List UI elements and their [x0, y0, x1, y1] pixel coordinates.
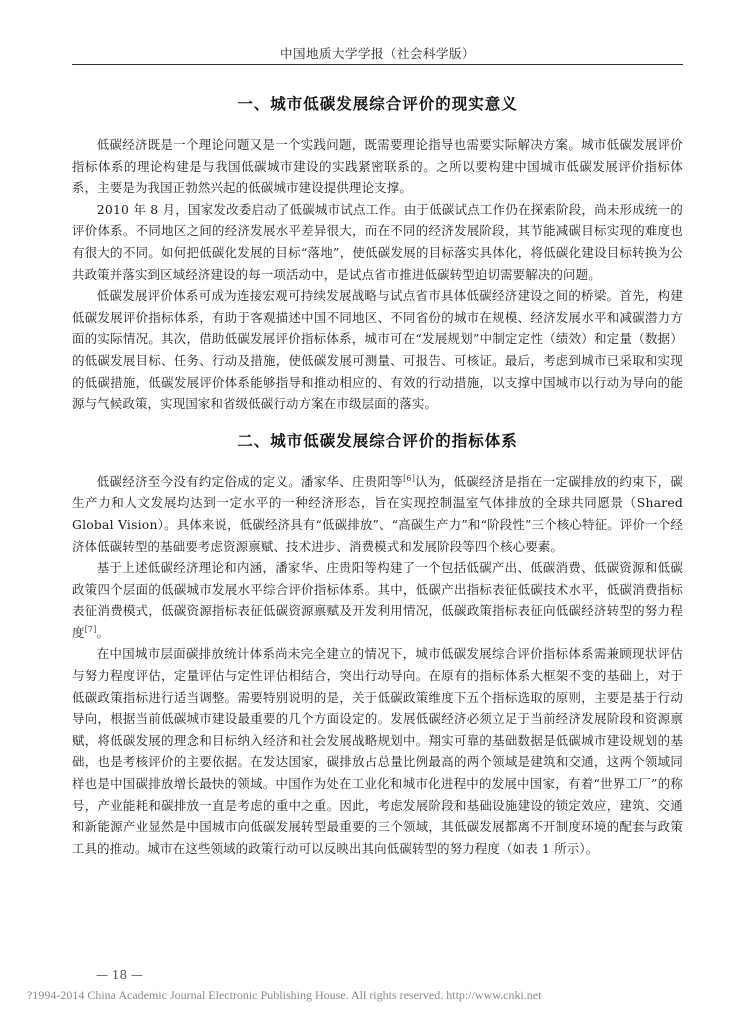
text-run: 认为，低碳经济是指在一定碳排放的约束下，碳生产力和人文发展均达到一定水平的一种经济形态，旨在实现控制温室气体排放的全球共同愿景（Shared Global Vision）。具体来说，低碳经济具有“低碳排放”、“高碳生产力”和“阶段性”三个核心特征。评价一个经济体低碳转型的基础要考虑资源禀赋、技术进步、消费模式和发展阶段等四个核心要素。	[72, 473, 683, 554]
copyright-notice: ?1994-2014 China Academic Journal Electronic Publishing House. All rights reserved. http://www.cnki.net	[27, 988, 542, 1002]
section2-paragraph-1	[72, 471, 683, 557]
section-title-2: 二、城市低碳发展综合评价的指标体系	[237, 431, 518, 450]
citation-ref-6: [6]	[403, 473, 416, 483]
citation-ref-7: [7]	[84, 624, 97, 634]
article-body	[72, 92, 683, 859]
text-run: 。	[96, 624, 110, 640]
text-run: 基于上述低碳经济理论和内涵，潘家华、庄贵阳等构建了一个包括低碳产出、低碳消费、低碳资源和低碳政策四个层面的低碳城市发展水平综合评价指标体系。其中，低碳产出指标表征低碳技术水平，低碳消费指标表征消费模式，低碳资源指标表征低碳资源禀赋及开发利用情况，低碳政策指标表征向低碳经济转型的努力程度	[72, 560, 683, 640]
section2-paragraph-2	[72, 557, 683, 643]
running-header: 中国地质大学学报（社会科学版）	[279, 46, 475, 61]
text-run: 低碳经济至今没有约定俗成的定义。潘家华、庄贵阳等	[96, 473, 404, 489]
section1-paragraph-1: 低碳经济既是一个理论问题又是一个实践问题，既需要理论指导也需要实际解决方案。城市低碳发展评价指标体系的理论构建是与我国低碳城市建设的实践紧密联系的。之所以要构建中国城市低碳发展评价指标体系，主要是为我国正勃然兴起的低碳城市建设提供理论支撑。	[72, 137, 683, 196]
section-title-1: 一、城市低碳发展综合评价的现实意义	[237, 95, 518, 113]
header-rule	[72, 64, 683, 65]
page-number: — 18 —	[96, 968, 143, 982]
section1-paragraph-2: 2010 年 8 月，国家发改委启动了低碳城市试点工作。由于低碳试点工作仍在探索阶段，尚未形成统一的评价体系。不同地区之间的经济发展水平差异很大，而在不同的经济发展阶段，其节能减碳目标实现的难度也有很大的不同。如何把低碳化发展的目标“落地”，使低碳发展的目标落实具体化，将低碳化建设目标转换为公共政策并落实到区域经济建设的每一项活动中，是试点省市推进低碳转型迫切需要解决的问题。	[72, 201, 683, 282]
section1-paragraph-3: 低碳发展评价体系可成为连接宏观可持续发展战略与试点省市具体低碳经济建设之间的桥梁。首先，构建低碳发展评价指标体系，有助于客观描述中国不同地区、不同省份的城市在规模、经济发展水平和减碳潜力方面的实际情况。其次，借助低碳发展评价指标体系，城市可在“发展规划”中制定定性（绩效）和定量（数据）的低碳发展目标、任务、行动及措施，使低碳发展可测量、可报告、可核证。最后，考虑到城市已采取和实现的低碳措施，低碳发展评价体系能够指导和推动相应的、有效的行动措施，以支撑中国城市以行动为导向的能源与气候政策，实现国家和省级低碳行动方案在市级层面的落实。	[72, 288, 683, 412]
section2-paragraph-3: 在中国城市层面碳排放统计体系尚未完全建立的情况下，城市低碳发展综合评价指标体系需兼顾现状评估与努力程度评估，定量评估与定性评估相结合，突出行动导向。在原有的指标体系大框架不变的基础上，对于低碳政策指标进行适当调整。需要特别说明的是，关于低碳政策维度下五个指标选取的原则，主要是基于行动导向，根据当前低碳城市建设最重要的几个方面设定的。发展低碳经济必须立足于当前经济发展阶段和资源禀赋，将低碳发展的理念和目标纳入经济和社会发展战略规划中。翔实可靠的基础数据是低碳城市建设规划的基础，也是考核评价的主要依据。在发达国家，碳排放占总量比例最高的两个领域是建筑和交通，这两个领域同样也是中国碳排放增长最快的领域。中国作为处在工业化和城市化进程中的发展中国家，有着“世界工厂”的称号，产业能耗和碳排放一直是考虑的重中之重。因此，考虑发展阶段和基础设施建设的锁定效应，建筑、交通和新能源产业显然是中国城市向低碳发展转型最重要的三个领域，其低碳发展都离不开制度环境的配套与政策工具的推动。城市在这些领域的政策行动可以反映出其向低碳转型的努力程度（如表 1 所示）。	[72, 646, 683, 856]
